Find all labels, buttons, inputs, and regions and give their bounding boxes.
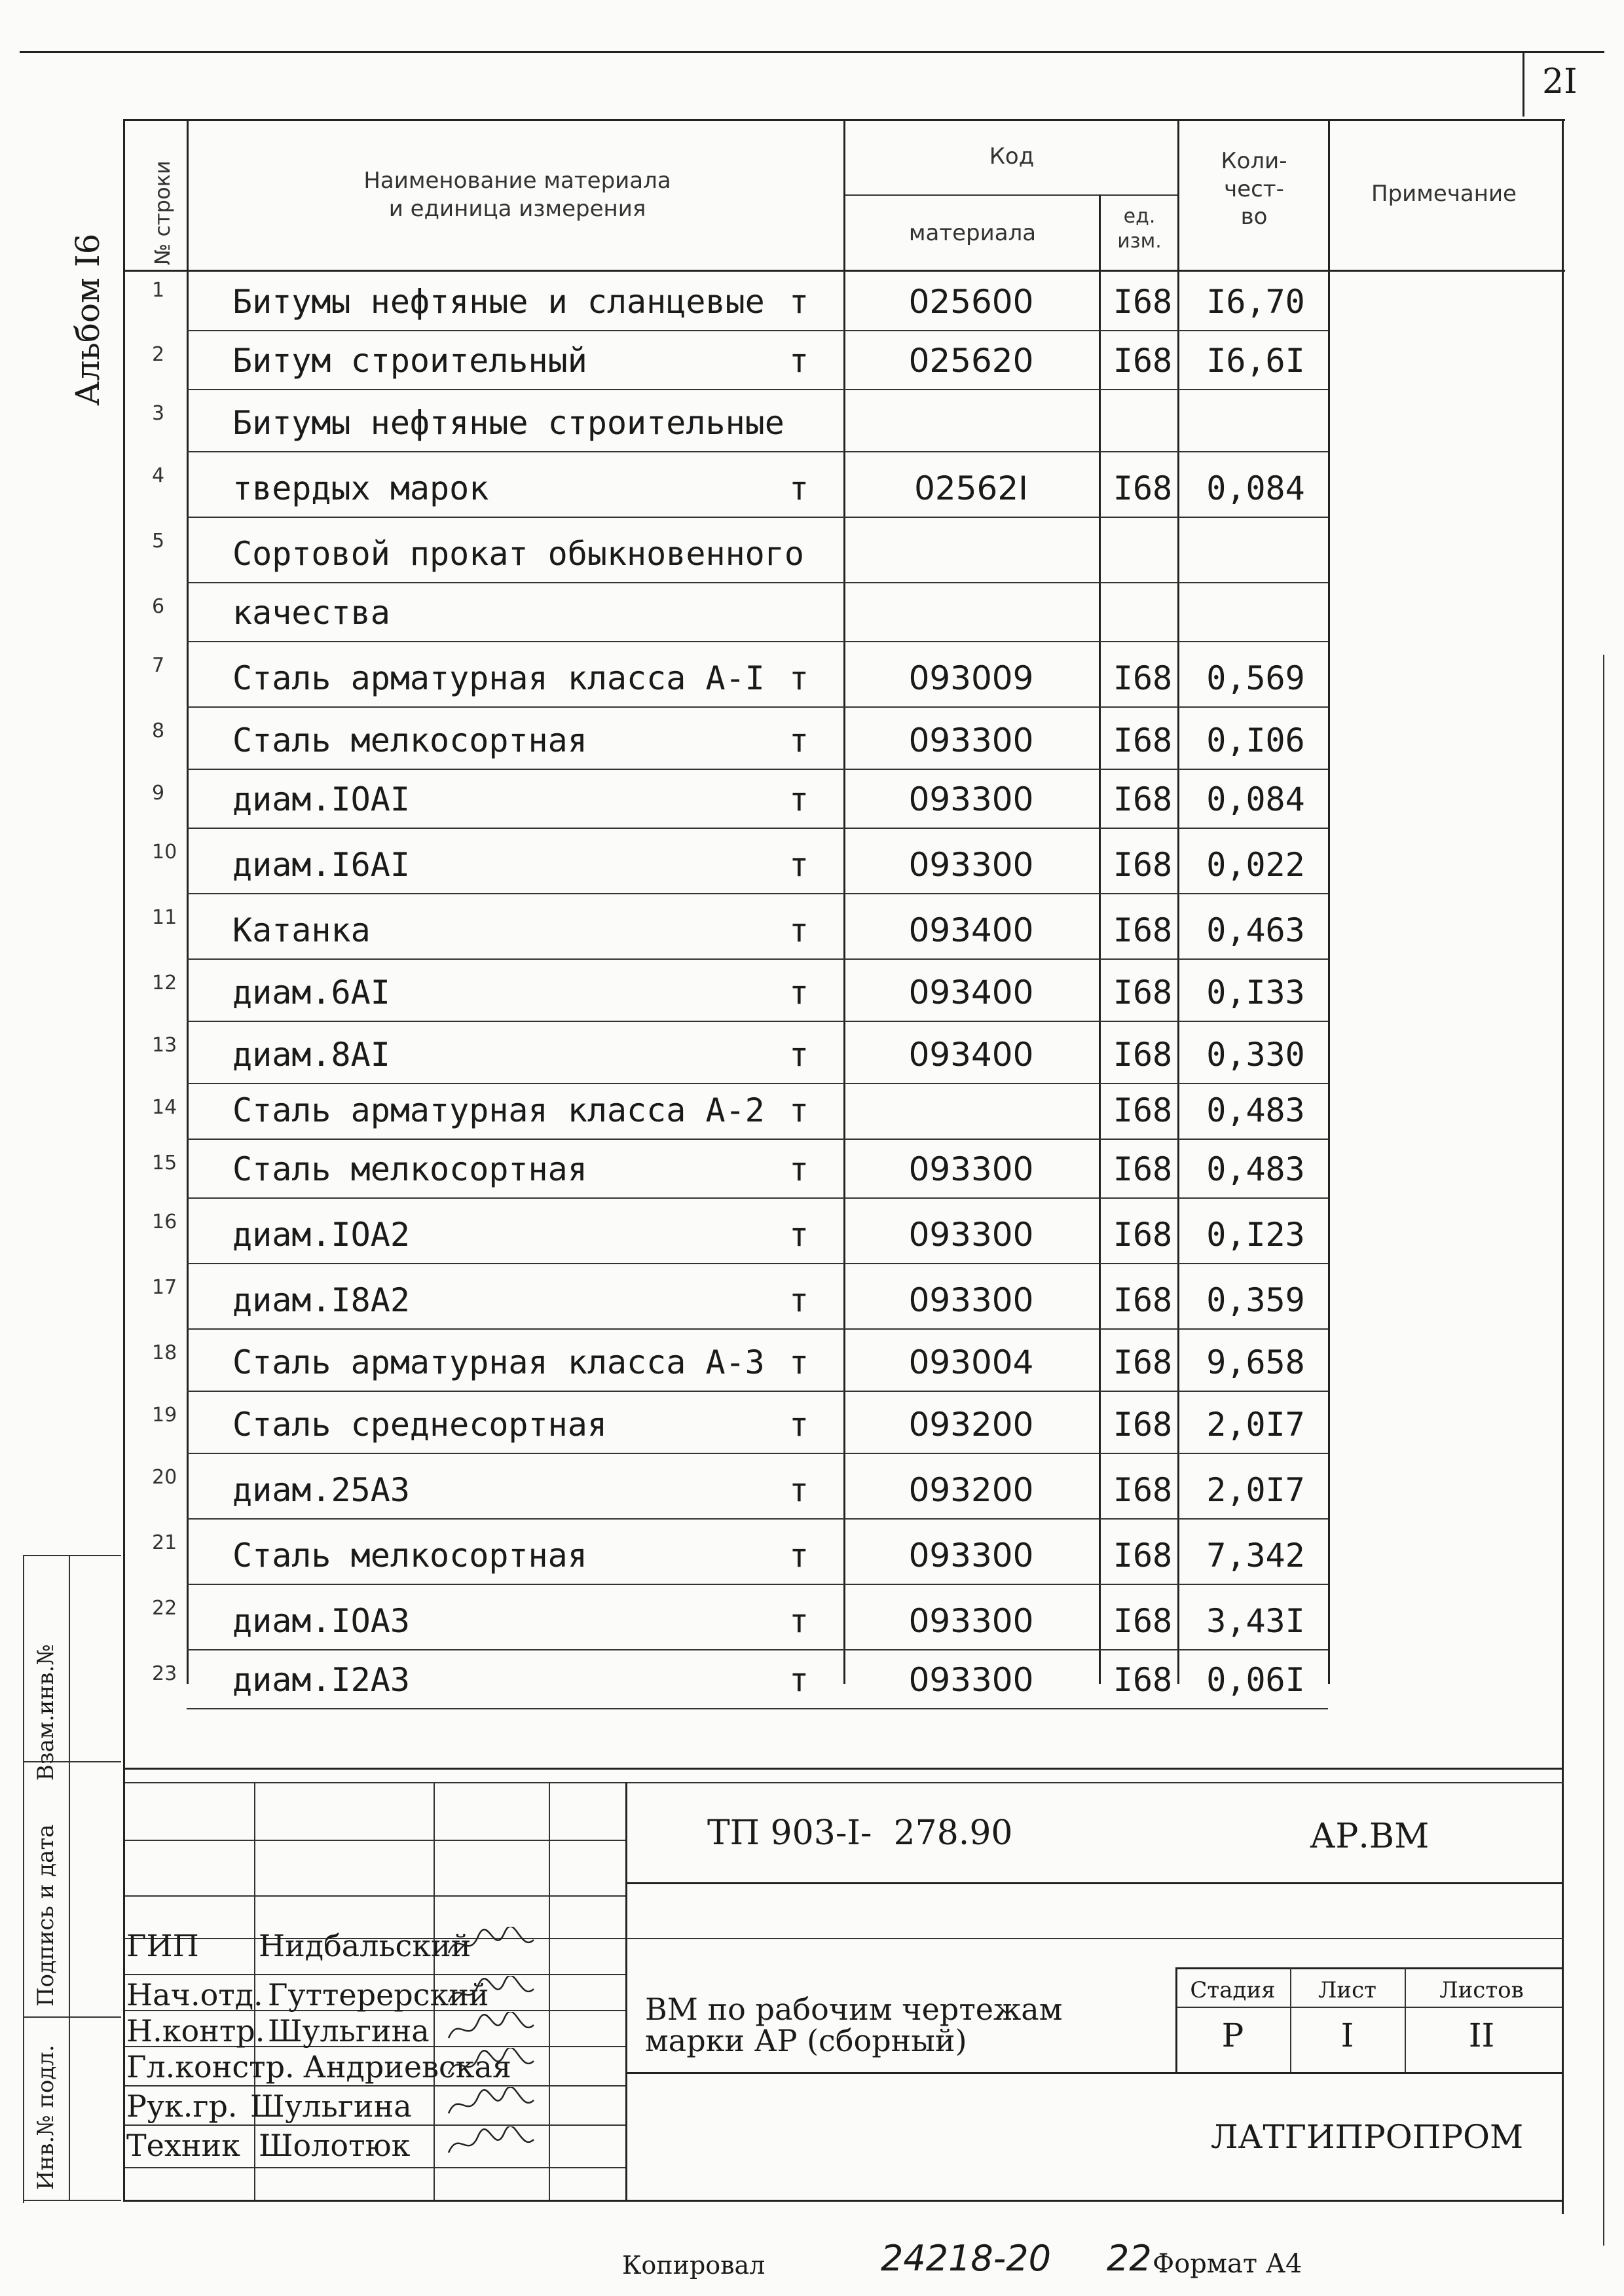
rule: [123, 2167, 627, 2168]
material-name: Битум строительный: [232, 342, 587, 380]
material-name: диам.IOAI: [232, 780, 410, 818]
material-name: диам.IOA3: [232, 1602, 410, 1640]
quantity: 0,483: [1206, 1091, 1305, 1129]
format-label: Формат А4: [1153, 2249, 1302, 2279]
quantity: 9,658: [1206, 1343, 1305, 1381]
material-code: 093300: [908, 1537, 1034, 1575]
side-label-vzam: Взам.инв.№: [33, 1644, 59, 1781]
signatory-name: Шолотюк: [259, 2128, 411, 2163]
header-unit: ед. изм.: [1117, 205, 1162, 253]
unit-letter: т: [789, 721, 809, 759]
row-number: 1: [152, 279, 165, 302]
row-underline: [187, 1584, 1328, 1585]
rule: [627, 1882, 1564, 1884]
unit-code: I68: [1113, 1091, 1173, 1129]
row-number: 4: [152, 464, 165, 487]
quantity: 0,I33: [1206, 974, 1305, 1011]
material-code: 093300: [908, 721, 1034, 759]
material-code: 093300: [908, 780, 1034, 818]
row-number: 19: [152, 1404, 177, 1427]
material-name: Сталь среднесортная: [232, 1406, 607, 1444]
row-number: 6: [152, 595, 165, 618]
unit-code: I68: [1113, 1281, 1173, 1319]
unit-letter: т: [789, 1537, 809, 1575]
material-name: диам.I8A2: [232, 1281, 410, 1319]
row-number: 7: [152, 654, 165, 677]
material-code: 025600: [908, 283, 1034, 321]
material-code: 093300: [908, 1281, 1034, 1319]
unit-code: I68: [1113, 1343, 1173, 1381]
row-underline: [187, 517, 1328, 518]
mark: АР.ВМ: [1310, 1817, 1430, 1856]
page-number: 2I: [1542, 62, 1578, 101]
row-number: 18: [152, 1341, 177, 1364]
rule: [123, 1782, 1564, 1783]
material-code: 093004: [908, 1343, 1034, 1381]
row-number: 14: [152, 1096, 177, 1119]
rule: [1175, 2007, 1562, 2008]
material-name: Сортовой прокат обыкновенного: [232, 535, 804, 573]
quantity: 2,0I7: [1206, 1471, 1305, 1509]
unit-letter: т: [789, 1091, 809, 1129]
unit-letter: т: [789, 1216, 809, 1254]
material-name: Сталь мелкосортная: [232, 1150, 587, 1188]
rule: [123, 1895, 627, 1897]
quantity: 0,330: [1206, 1036, 1305, 1074]
row-underline: [187, 769, 1328, 770]
row-number: 13: [152, 1034, 177, 1057]
unit-code: I68: [1113, 1216, 1173, 1254]
unit-letter: т: [789, 342, 809, 380]
organization: ЛАТГИПРОПРОМ: [1210, 2118, 1524, 2156]
material-name: диам.6AI: [232, 974, 390, 1011]
quantity: 0,022: [1206, 846, 1305, 884]
material-code: 02562I: [914, 469, 1028, 507]
row-number: 21: [152, 1531, 177, 1554]
row-underline: [187, 1518, 1328, 1520]
row-underline: [187, 330, 1328, 331]
unit-letter: т: [789, 1661, 809, 1699]
signature-icon: [445, 2126, 537, 2162]
header-row-no: № строки: [150, 160, 175, 265]
unit-letter: т: [789, 283, 809, 321]
quantity: 0,463: [1206, 911, 1305, 949]
header-code: Код: [989, 143, 1035, 170]
sheet-value: I: [1340, 2016, 1354, 2054]
unit-code: I68: [1113, 659, 1173, 697]
sheets-value: II: [1468, 2016, 1495, 2054]
row-underline: [187, 641, 1328, 642]
material-name: диам.8AI: [232, 1036, 390, 1074]
side-label-podpis: Подпись и дата: [33, 1824, 59, 2007]
signatory-name: Шульгина: [268, 2013, 430, 2049]
header-material: материала: [908, 220, 1037, 246]
rule: [23, 2200, 121, 2201]
material-code: 093200: [908, 1406, 1034, 1444]
material-name: Сталь мелкосортная: [232, 721, 587, 759]
row-number: 5: [152, 530, 165, 553]
quantity: 0,I06: [1206, 721, 1305, 759]
quantity: 0,06I: [1206, 1661, 1305, 1699]
signature-icon: [445, 1976, 537, 2012]
row-underline: [187, 1021, 1328, 1022]
material-name: Битумы нефтяные строительные: [232, 404, 784, 442]
quantity: 2,0I7: [1206, 1406, 1305, 1444]
row-underline: [187, 1453, 1328, 1454]
rule: [1603, 655, 1604, 2246]
row-underline: [187, 828, 1328, 829]
unit-code: I68: [1113, 1537, 1173, 1575]
unit-code: I68: [1113, 1406, 1173, 1444]
quantity: 0,084: [1206, 469, 1305, 507]
unit-code: I68: [1113, 1471, 1173, 1509]
unit-code: I68: [1113, 846, 1173, 884]
quantity: 0,569: [1206, 659, 1305, 697]
material-name: Катанка: [232, 911, 371, 949]
copied-label: Копировал: [622, 2251, 766, 2280]
rule: [123, 2200, 1564, 2202]
rule: [23, 2016, 121, 2018]
signature-icon: [445, 1927, 537, 1963]
unit-letter: т: [789, 780, 809, 818]
row-underline: [187, 1197, 1328, 1199]
unit-code: I68: [1113, 1602, 1173, 1640]
signatory-role: Гл.констр.: [126, 2049, 295, 2085]
unit-letter: т: [789, 1150, 809, 1188]
unit-code: I68: [1113, 1661, 1173, 1699]
signatory-role: Техник: [126, 2128, 240, 2163]
album-label: Альбом I6: [69, 233, 107, 406]
material-code: 093300: [908, 846, 1034, 884]
quantity: 7,342: [1206, 1537, 1305, 1575]
row-number: 23: [152, 1662, 177, 1685]
unit-letter: т: [789, 911, 809, 949]
unit-letter: т: [789, 1036, 809, 1074]
row-number: 22: [152, 1597, 177, 1620]
material-code: 093009: [908, 659, 1034, 697]
material-name: диам.I2A3: [232, 1661, 410, 1699]
rule: [1099, 194, 1101, 1684]
unit-letter: т: [789, 1602, 809, 1640]
unit-letter: т: [789, 1281, 809, 1319]
quantity: 0,483: [1206, 1150, 1305, 1188]
page-number-box-line: [1522, 51, 1524, 117]
row-underline: [187, 1649, 1328, 1650]
header-note: Примечание: [1371, 181, 1517, 207]
row-number: 11: [152, 906, 177, 929]
row-underline: [187, 958, 1328, 960]
row-underline: [187, 1083, 1328, 1084]
unit-letter: т: [789, 1406, 809, 1444]
material-name: Сталь арматурная класса А-3: [232, 1343, 765, 1381]
signatory-role: Нач.отд.: [126, 1977, 263, 2013]
material-code: 093300: [908, 1216, 1034, 1254]
row-underline: [187, 1328, 1328, 1330]
rule: [123, 119, 125, 1854]
material-code: 093400: [908, 974, 1034, 1011]
rule: [23, 1555, 24, 2203]
material-name: Битумы нефтяные и сланцевые: [232, 283, 765, 321]
rule: [843, 194, 1177, 196]
row-underline: [187, 1263, 1328, 1264]
rule: [627, 2072, 1564, 2074]
top-border: [20, 51, 1604, 53]
rule: [187, 119, 189, 1684]
unit-code: I68: [1113, 342, 1173, 380]
unit-code: I68: [1113, 1150, 1173, 1188]
stage-label: Стадия: [1190, 1977, 1276, 2003]
unit-code: I68: [1113, 780, 1173, 818]
quantity: 0,084: [1206, 780, 1305, 818]
quantity: 3,43I: [1206, 1602, 1305, 1640]
unit-letter: т: [789, 469, 809, 507]
signatory-role: Рук.гр.: [126, 2088, 238, 2124]
signature-icon: [445, 2048, 537, 2084]
row-number: 15: [152, 1152, 177, 1175]
rule: [123, 2124, 627, 2126]
material-code: 025620: [908, 342, 1034, 380]
material-name: диам.IOA2: [232, 1216, 410, 1254]
stage-value: Р: [1221, 2016, 1244, 2054]
unit-letter: т: [789, 846, 809, 884]
row-number: 3: [152, 402, 165, 425]
signatory-name: Нидбальский: [259, 1928, 471, 1963]
unit-letter: т: [789, 1471, 809, 1509]
signatory-name: Андриевская: [303, 2049, 512, 2085]
material-code: 093200: [908, 1471, 1034, 1509]
material-code: 093300: [908, 1661, 1034, 1699]
row-underline: [187, 1139, 1328, 1140]
signatory-role: Н.контр.: [126, 2013, 265, 2049]
unit-code: I68: [1113, 1036, 1173, 1074]
unit-code: I68: [1113, 911, 1173, 949]
material-name: Сталь арматурная класса А-2: [232, 1091, 765, 1129]
row-number: 2: [152, 343, 165, 366]
sheet-label: Лист: [1318, 1977, 1376, 2003]
copy-number: 24218-20: [881, 2238, 1051, 2279]
row-underline: [187, 582, 1328, 583]
signatory-name: Шульгина: [250, 2088, 412, 2124]
material-name: твердых марок: [232, 469, 489, 507]
signature-icon: [445, 2012, 537, 2048]
document-title: ВМ по рабочим чертежам марки АР (сборный): [645, 1992, 1063, 2059]
unit-letter: т: [789, 659, 809, 697]
row-underline: [187, 706, 1328, 708]
material-name: Сталь мелкосортная: [232, 1537, 587, 1575]
rule: [1175, 1967, 1562, 1969]
unit-code: I68: [1113, 721, 1173, 759]
quantity: 0,I23: [1206, 1216, 1305, 1254]
designation: ТП 903-I- 278.90: [707, 1813, 1013, 1853]
row-underline: [187, 451, 1328, 452]
row-number: 10: [152, 841, 177, 864]
rule: [549, 1782, 550, 2200]
row-underline: [187, 1708, 1328, 1709]
row-number: 16: [152, 1211, 177, 1233]
row-underline: [187, 1391, 1328, 1392]
quantity: 0,359: [1206, 1281, 1305, 1319]
rule: [123, 1974, 627, 1975]
rule: [123, 2085, 627, 2086]
rule: [123, 1768, 1564, 1770]
row-underline: [187, 893, 1328, 894]
material-code: 093400: [908, 1036, 1034, 1074]
header-qty: Коли- чест- во: [1221, 148, 1287, 230]
material-code: 093300: [908, 1150, 1034, 1188]
row-number: 8: [152, 720, 165, 742]
rule: [23, 1555, 121, 1556]
unit-code: I68: [1113, 283, 1173, 321]
rule: [1328, 119, 1330, 1684]
rule: [1562, 119, 1564, 2214]
material-name: диам.I6AI: [232, 846, 410, 884]
signatory-name: Гуттерерский: [268, 1977, 489, 2013]
row-number: 17: [152, 1276, 177, 1299]
row-underline: [187, 389, 1328, 390]
quantity: I6,70: [1206, 283, 1305, 321]
signature-icon: [445, 2087, 537, 2123]
material-code: 093300: [908, 1602, 1034, 1640]
sheets-label: Листов: [1439, 1977, 1524, 2003]
row-number: 20: [152, 1466, 177, 1489]
side-label-inv-podl: Инв.№ подл.: [33, 2045, 59, 2190]
copy-number-2: 22: [1107, 2238, 1152, 2279]
rule: [625, 1782, 627, 2200]
rule: [123, 1840, 627, 1841]
unit-code: I68: [1113, 469, 1173, 507]
rule: [69, 1555, 70, 2200]
header-name: Наименование материала и единица измерения: [363, 168, 671, 222]
material-name: качества: [232, 594, 390, 632]
rule: [123, 1768, 125, 2200]
quantity: I6,6I: [1206, 342, 1305, 380]
material-name: Сталь арматурная класса А-I: [232, 659, 765, 697]
unit-letter: т: [789, 974, 809, 1011]
row-number: 9: [152, 782, 165, 805]
unit-code: I68: [1113, 974, 1173, 1011]
unit-letter: т: [789, 1343, 809, 1381]
row-number: 12: [152, 972, 177, 994]
material-name: диам.25A3: [232, 1471, 410, 1509]
material-code: 093400: [908, 911, 1034, 949]
signatory-role: ГИП: [126, 1928, 199, 1963]
